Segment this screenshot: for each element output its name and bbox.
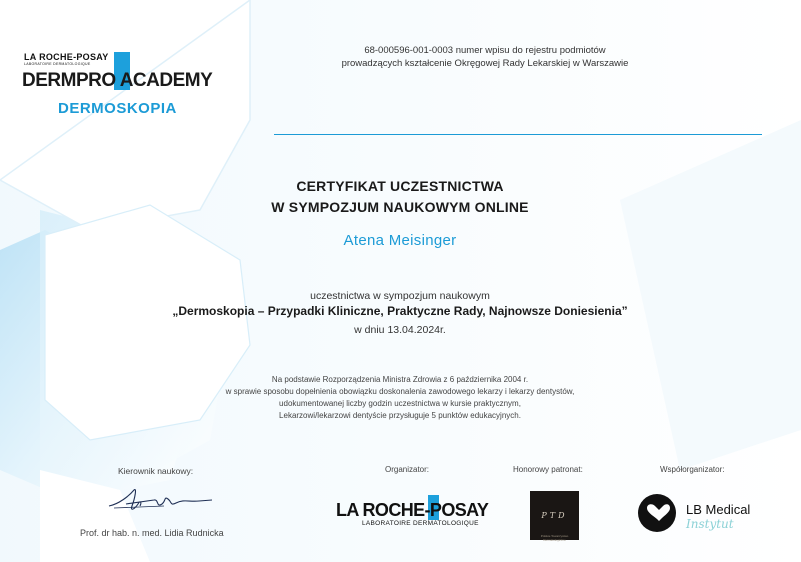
title-line-1: CERTYFIKAT UCZESTNICTWA (296, 178, 504, 194)
legal-line-4: Lekarzowi/lekarzowi dentyście przysługuje 5 punktów edukacyjnych. (279, 411, 521, 420)
event-date: w dniu 13.04.2024r. (354, 324, 446, 336)
registry-line-1: 68-000596-001-0003 numer wpisu do rejestru podmiotów (364, 45, 606, 56)
legal-line-2: w sprawie sposobu dopełnienia obowiązku doskonalenia zawodowego lekarzy i lekarzy dentystów, (225, 387, 575, 396)
coorganizer-logo-script: Instytut (686, 517, 734, 531)
brand-logo-subtext: LABORATOIRE DERMATOLOGIQUE (24, 62, 91, 66)
legal-line-1: Na podstawie Rozporządzenia Ministra Zdrowia z 6 października 2004 r. (271, 375, 529, 384)
certificate-title (200, 176, 600, 218)
coorganizer-logo-text: LB Medical (686, 502, 751, 517)
registry-line-2: prowadzących kształcenie Okręgowej Rady Lekarskiej w Warszawie (341, 58, 629, 69)
event-title: „Dermoskopia – Przypadki Kliniczne, Praktyczne Rady, Najnowsze Doniesienia” (172, 304, 628, 318)
signature-image (104, 484, 214, 518)
divider-line (274, 134, 762, 135)
participation-intro: uczestnictwa w sympozjum naukowym (310, 290, 490, 302)
title-line-2: W SYMPOZJUM NAUKOWYM ONLINE (271, 199, 529, 215)
lb-medical-logo-icon (637, 493, 681, 533)
brand-logo-text: LA ROCHE-POSAY LABORATOIRE DERMATOLOGIQUE (24, 52, 109, 66)
legal-line-3: udokumentowanej liczby godzin uczestnictwa w kursie praktycznym, (279, 399, 521, 408)
patron-logo-text: PTD (541, 511, 568, 520)
legal-basis (180, 374, 620, 422)
academy-logo: DERMPRO ACADEMY (22, 70, 213, 91)
patron-label: Honorowy patronat: (513, 465, 583, 474)
coorganizer-label: Współorganizator: (660, 465, 725, 474)
program-name: DERMOSKOPIA (58, 100, 177, 117)
organizer-logo-subtext: LABORATOIRE DERMATOLOGIQUE (362, 520, 479, 527)
signatory-label: Kierownik naukowy: (118, 466, 194, 476)
patron-logo-subtext: Polskie Towarzystwo Dermatologiczne (540, 534, 569, 542)
participant-name: Atena Meisinger (343, 232, 457, 249)
organizer-logo: LA ROCHE-POSAY (336, 500, 489, 520)
registry-info (290, 44, 680, 70)
organizer-label: Organizator: (385, 465, 430, 474)
signatory-name: Prof. dr hab. n. med. Lidia Rudnicka (80, 528, 224, 538)
